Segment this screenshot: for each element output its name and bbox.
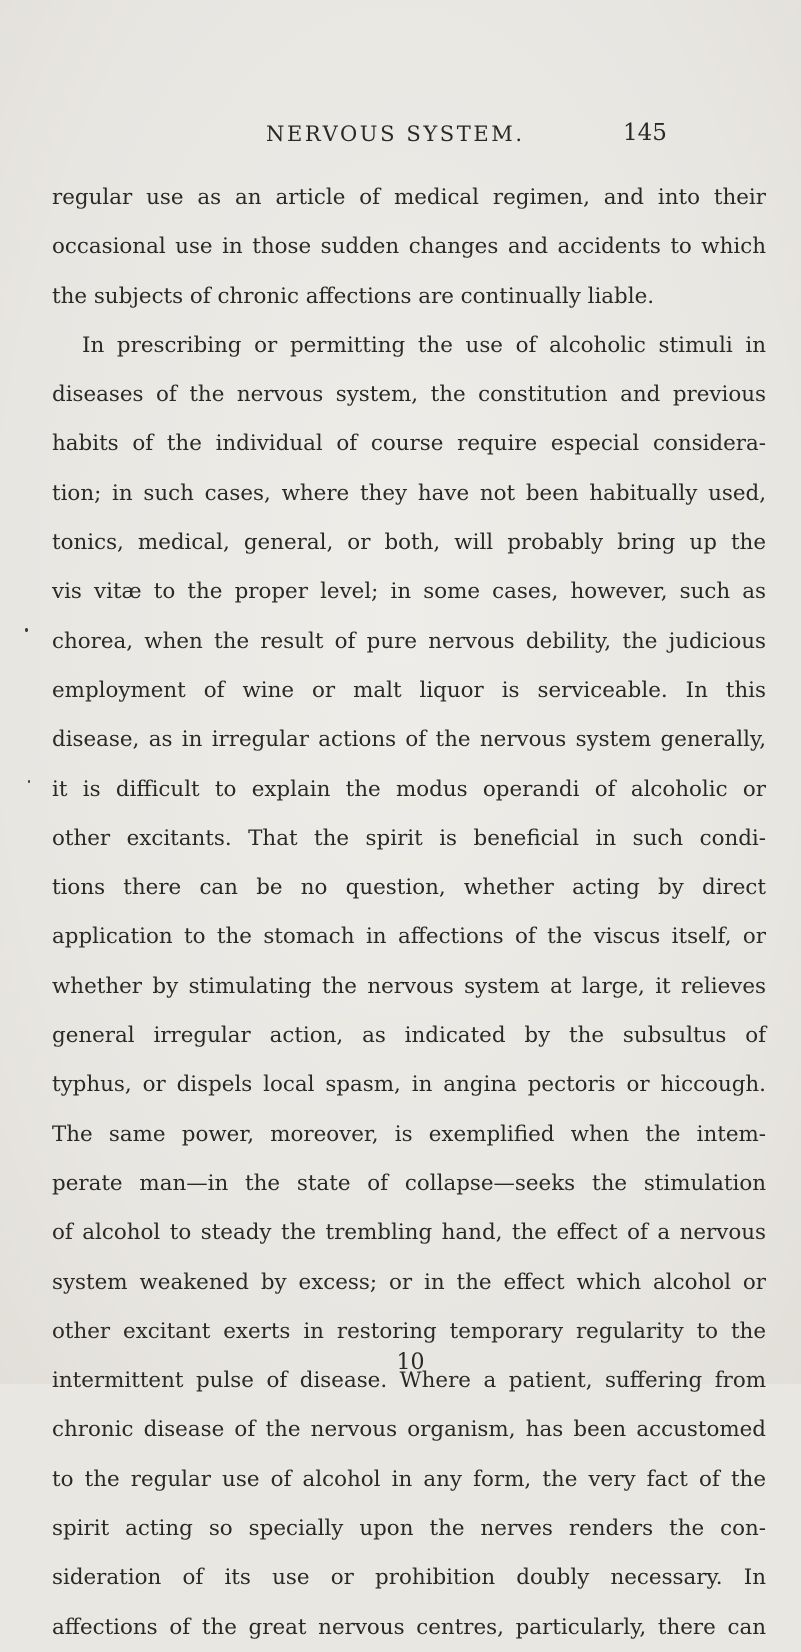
- text-line: occasional use in those sudden changes and accidents to which: [52, 234, 766, 260]
- text-line: whether by stimulating the nervous system at large, it relieves: [52, 973, 766, 999]
- text-line: spirit acting so specially upon the nerves renders the con-: [52, 1516, 766, 1542]
- text-line: tonics, medical, general, or both, will probably bring up the: [52, 530, 766, 556]
- text-line: to the regular use of alcohol in any form, the very fact of the: [52, 1466, 766, 1492]
- text-line: general irregular action, as indicated by the subsultus of: [52, 1023, 766, 1049]
- running-head: NERVOUS SYSTEM.: [266, 122, 525, 146]
- text-line: tion; in such cases, where they have not been habitually used,: [52, 480, 766, 506]
- text-line: other excitant exerts in restoring temporary regularity to the: [52, 1318, 766, 1344]
- ink-speck: [25, 628, 28, 632]
- body-text: [52, 173, 766, 1652]
- text-line: system weakened by excess; or in the effect which alcohol or: [52, 1269, 766, 1295]
- page-header: [0, 122, 801, 152]
- text-line: perate man—in the state of collapse—seeks the stimulation: [52, 1170, 766, 1196]
- signature-mark: 10: [396, 1350, 425, 1375]
- text-line: The same power, moreover, is exemplified when the intem-: [52, 1121, 766, 1147]
- text-line: employment of wine or malt liquor is serviceable. In this: [52, 677, 766, 703]
- text-line: sideration of its use or prohibition doubly necessary. In: [52, 1565, 766, 1591]
- text-line: disease, as in irregular actions of the nervous system generally,: [52, 727, 766, 753]
- text-line: other excitants. That the spirit is beneficial in such condi-: [52, 825, 766, 851]
- text-line: of alcohol to steady the trembling hand, the effect of a nervous: [52, 1220, 766, 1246]
- text-line: intermittent pulse of disease. Where a patient, suffering from: [52, 1368, 766, 1394]
- text-line: vis vitæ to the proper level; in some cases, however, such as: [52, 579, 766, 605]
- text-line: habits of the individual of course require especial considera-: [52, 431, 766, 457]
- page-number: 145: [623, 120, 667, 146]
- text-line: affections of the great nervous centres, particularly, there can: [52, 1614, 766, 1640]
- text-line: application to the stomach in affections of the viscus itself, or: [52, 924, 766, 950]
- text-line: chorea, when the result of pure nervous debility, the judicious: [52, 628, 766, 654]
- text-line: it is difficult to explain the modus operandi of alcoholic or: [52, 776, 766, 802]
- text-line: chronic disease of the nervous organism, has been accustomed: [52, 1417, 766, 1443]
- text-line: typhus, or dispels local spasm, in angina pectoris or hiccough.: [52, 1072, 766, 1098]
- text-line: the subjects of chronic affections are continually liable.: [52, 283, 655, 309]
- text-line: diseases of the nervous system, the constitution and previous: [52, 382, 766, 408]
- text-line: regular use as an article of medical regimen, and into their: [52, 185, 766, 210]
- text-line: tions there can be no question, whether acting by direct: [52, 875, 766, 901]
- paragraph-start-line: In prescribing or permitting the use of alcoholic stimuli in: [82, 332, 766, 358]
- ink-speck: [28, 780, 30, 783]
